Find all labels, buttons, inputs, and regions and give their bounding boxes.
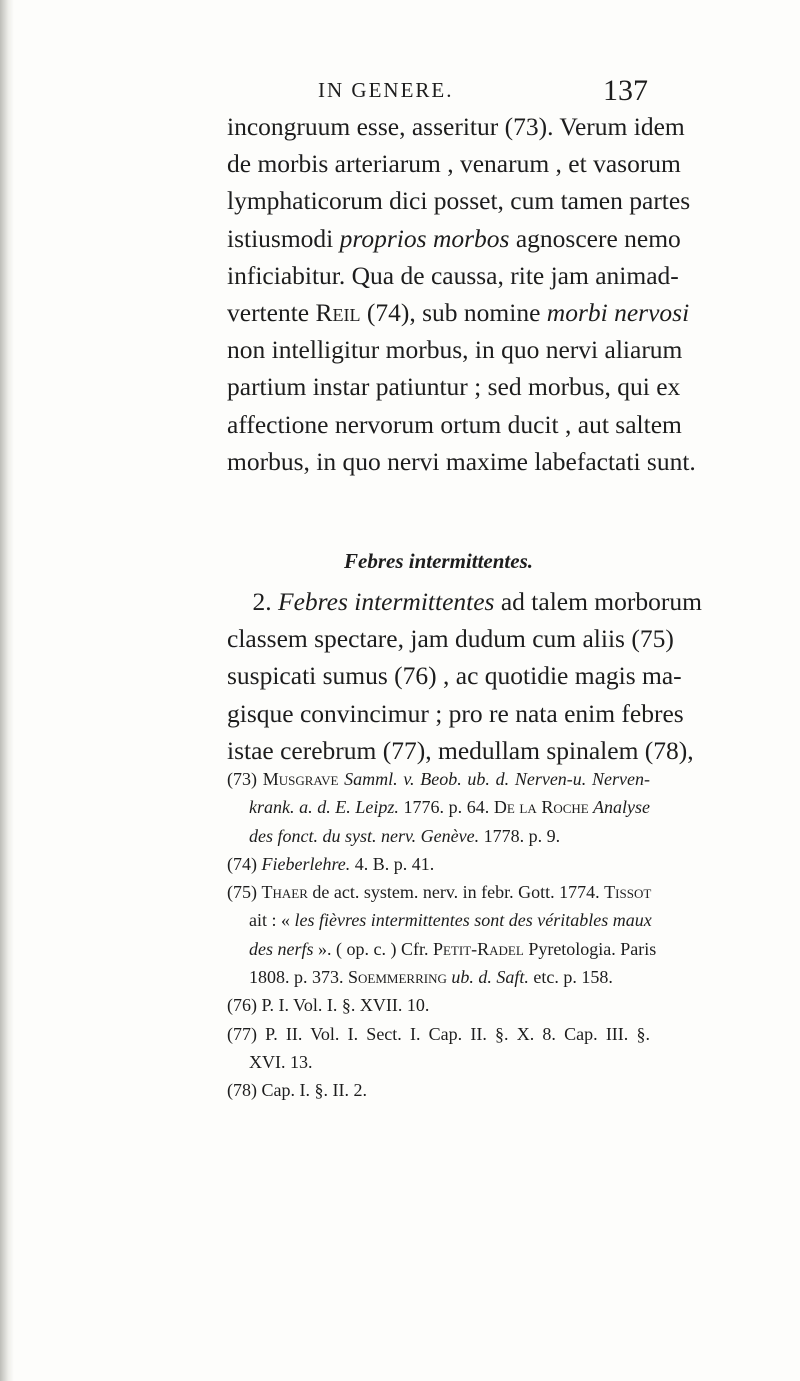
footnote-number: (73) bbox=[227, 769, 263, 789]
text-run: ad talem morborum bbox=[494, 587, 702, 616]
italic-run: Fieberlehre. bbox=[261, 853, 351, 874]
italic-run: Samml. v. Beob. ub. d. Nerven-u. Nerven- bbox=[338, 769, 650, 789]
footnote-77-line: XVI. 13. bbox=[249, 1051, 313, 1072]
section-subheading: Febres intermittentes. bbox=[344, 549, 533, 573]
text-line: de morbis arteriarum , venarum , et vasorum bbox=[227, 149, 681, 179]
book-spine-shadow bbox=[0, 0, 14, 1381]
author-name: Petit-Radel bbox=[432, 938, 524, 959]
text-line: affectione nervorum ortum ducit , aut saltem bbox=[227, 409, 682, 439]
author-name: Soemmerring bbox=[348, 967, 447, 988]
italic-run: Analyse bbox=[588, 797, 651, 818]
text-line: classem spectare, jam dudum cum aliis (75) bbox=[227, 624, 674, 654]
text-run: istiusmodi bbox=[227, 223, 340, 253]
footnote-number: (74) bbox=[227, 853, 262, 874]
footnote-75-line bbox=[227, 963, 650, 991]
text-run: vertente bbox=[227, 298, 316, 328]
footnote-75-line bbox=[227, 878, 650, 906]
text-run: 1808. p. 373. bbox=[249, 967, 348, 988]
text-run: (74), sub nomine bbox=[360, 298, 547, 328]
italic-run: morbi nervosi bbox=[546, 298, 690, 328]
text-run: ». ( op. c. ) Cfr. bbox=[313, 938, 433, 959]
italic-run: les fièvres intermittentes sont des véritables maux bbox=[294, 910, 652, 931]
text-run: de act. system. nerv. in febr. Gott. 1774. bbox=[307, 882, 605, 903]
italic-run: proprios morbos bbox=[339, 223, 510, 253]
text-line bbox=[227, 220, 681, 257]
text-line: suspicati sumus (76) , ac quotidie magis ma- bbox=[227, 661, 682, 691]
footnote-73-line bbox=[227, 765, 650, 793]
author-name: Musgrave bbox=[262, 769, 339, 789]
text-line: morbus, in quo nervi maxime labefactati sunt. bbox=[227, 446, 696, 476]
text-line bbox=[227, 294, 690, 331]
author-name: De la Roche bbox=[493, 797, 589, 818]
text-line bbox=[227, 583, 702, 620]
footnote-74 bbox=[227, 850, 650, 878]
italic-run: Febres intermittentes bbox=[278, 587, 495, 616]
author-name: Tissot bbox=[604, 882, 652, 903]
paragraph-2 bbox=[227, 583, 702, 769]
text-line: gisque convincimur ; pro re nata enim febres bbox=[227, 698, 684, 728]
text-run: 1778. p. 9. bbox=[479, 825, 561, 846]
text-run: 1776. p. 64. bbox=[398, 797, 494, 818]
section-number: 2. bbox=[252, 587, 272, 616]
footnote-75-line bbox=[227, 906, 650, 934]
footnote-76: (76) P. I. Vol. I. §. XVII. 10. bbox=[227, 995, 430, 1016]
text-line: partium instar patiuntur ; sed morbus, qui ex bbox=[227, 372, 681, 402]
author-name: Reil bbox=[315, 298, 361, 328]
footnote-75-line bbox=[227, 935, 657, 963]
footnote-73-line bbox=[227, 793, 650, 821]
italic-run: krank. a. d. E. Leipz. bbox=[249, 797, 399, 818]
text-run: ait : « bbox=[249, 910, 295, 931]
italic-run: ub. d. Saft. bbox=[446, 967, 529, 988]
text-run: 4. B. p. 41. bbox=[350, 853, 435, 874]
text-line: istae cerebrum (77), medullam spinalem (78), bbox=[227, 735, 694, 765]
paragraph-1 bbox=[227, 108, 696, 480]
page-number: 137 bbox=[603, 74, 648, 107]
footnotes bbox=[227, 765, 657, 1105]
footnote-77-line: (77) P. II. Vol. I. Sect. I. Cap. II. §. X. 8. Cap. III. §. bbox=[227, 1023, 650, 1044]
author-name: Thaer bbox=[261, 882, 308, 903]
footnote-73-line bbox=[227, 822, 650, 850]
footnote-78: (78) Cap. I. §. II. 2. bbox=[227, 1080, 367, 1101]
text-line: lymphaticorum dici posset, cum tamen partes bbox=[227, 186, 691, 216]
italic-run: des fonct. du syst. nerv. Genève. bbox=[249, 825, 480, 846]
text-run: Pyretologia. Paris bbox=[523, 938, 657, 959]
text-line: non intelligitur morbus, in quo nervi aliarum bbox=[227, 335, 683, 365]
text-run: agnoscere nemo bbox=[509, 223, 681, 253]
text-run: etc. p. 158. bbox=[528, 967, 613, 988]
text-line: inficiabitur. Qua de caussa, rite jam animad- bbox=[227, 260, 679, 290]
footnote-number: (75) bbox=[227, 882, 262, 903]
running-title: IN GENERE. bbox=[318, 78, 454, 102]
text-line: incongruum esse, asseritur (73). Verum idem bbox=[227, 112, 685, 141]
italic-run: des nerfs bbox=[249, 938, 314, 959]
